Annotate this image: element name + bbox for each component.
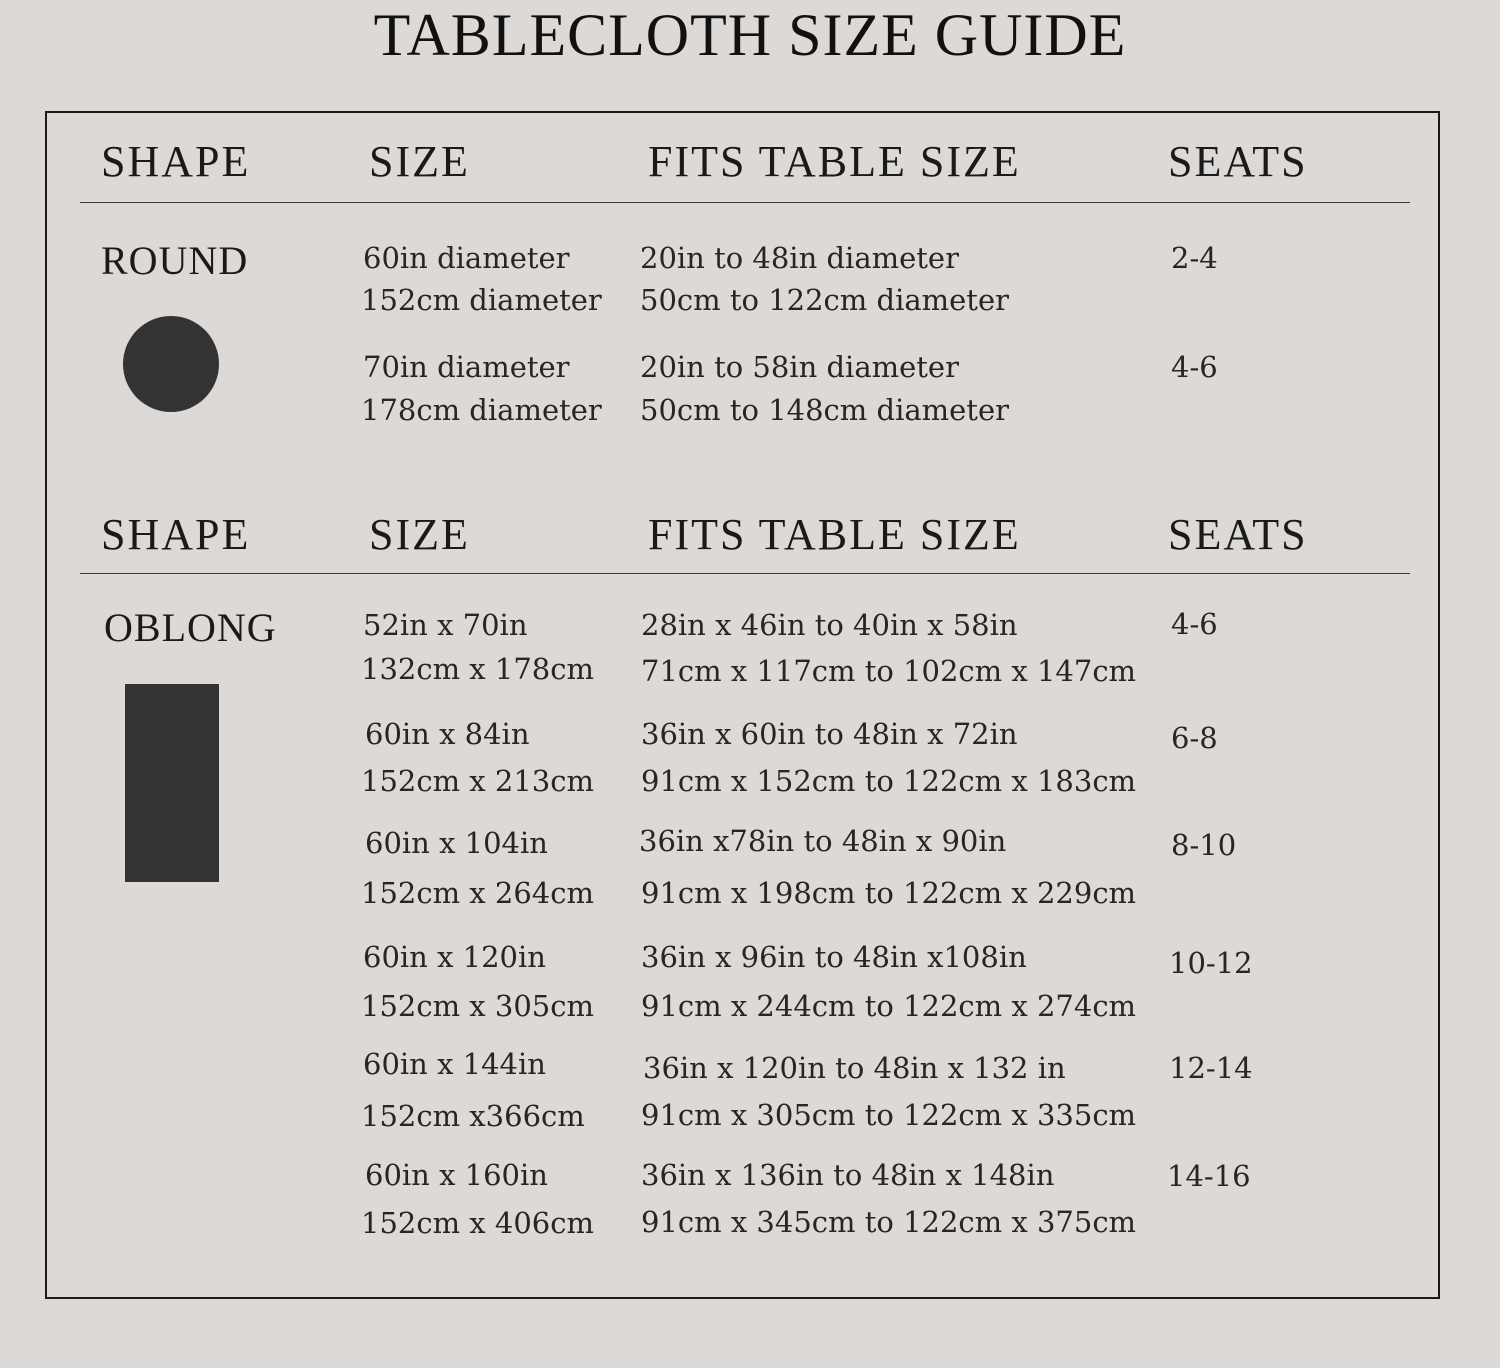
oblong-fits-cm: 91cm x 198cm to 122cm x 229cm [641, 876, 1137, 910]
header-shape: SHAPE [101, 137, 251, 186]
round-size-in: 70in diameter [363, 350, 570, 384]
header-fits: FITS TABLE SIZE [648, 510, 1021, 559]
oblong-fits-in: 36in x 96in to 48in x108in [641, 940, 1027, 974]
round-seats: 2-4 [1171, 241, 1218, 275]
header-seats: SEATS [1168, 510, 1308, 559]
page-title: TABLECLOTH SIZE GUIDE [373, 2, 1127, 68]
oblong-size-cm: 152cm x 305cm [361, 989, 594, 1023]
oblong-size-in: 60in x 160in [365, 1158, 548, 1192]
header-divider [80, 202, 1410, 203]
oblong-seats: 10-12 [1169, 946, 1253, 980]
oblong-fits-in: 36in x 120in to 48in x 132 in [643, 1051, 1066, 1085]
round-fits-in: 20in to 48in diameter [640, 241, 959, 275]
shape-label-oblong: OBLONG [104, 605, 277, 650]
round-table-icon [123, 316, 219, 412]
round-seats: 4-6 [1171, 350, 1218, 384]
oblong-fits-in: 36in x 60in to 48in x 72in [641, 717, 1018, 751]
oblong-size-cm: 132cm x 178cm [361, 652, 594, 686]
header-size: SIZE [369, 137, 470, 186]
header-fits: FITS TABLE SIZE [648, 137, 1021, 186]
oblong-size-cm: 152cm x 213cm [361, 764, 594, 798]
oblong-size-cm: 152cm x 264cm [361, 876, 594, 910]
header-shape: SHAPE [101, 510, 251, 559]
oblong-fits-cm: 91cm x 244cm to 122cm x 274cm [641, 989, 1137, 1023]
header-divider [80, 573, 1410, 574]
oblong-fits-in: 36in x 136in to 48in x 148in [641, 1158, 1055, 1192]
oblong-fits-cm: 91cm x 345cm to 122cm x 375cm [641, 1205, 1137, 1239]
round-size-cm: 152cm diameter [361, 283, 602, 317]
round-fits-in: 20in to 58in diameter [640, 350, 959, 384]
oblong-fits-in: 28in x 46in to 40in x 58in [641, 608, 1018, 642]
shape-label-round: ROUND [101, 238, 249, 283]
oblong-size-in: 60in x 120in [363, 940, 546, 974]
oblong-seats: 12-14 [1169, 1051, 1253, 1085]
header-seats: SEATS [1168, 137, 1308, 186]
oblong-fits-cm: 91cm x 305cm to 122cm x 335cm [641, 1098, 1137, 1132]
oblong-size-in: 60in x 144in [363, 1047, 546, 1081]
oblong-fits-in: 36in x78in to 48in x 90in [639, 824, 1007, 858]
oblong-size-cm: 152cm x366cm [361, 1099, 585, 1133]
oblong-seats: 6-8 [1171, 721, 1218, 755]
oblong-size-in: 60in x 104in [365, 826, 548, 860]
round-fits-cm: 50cm to 122cm diameter [640, 283, 1009, 317]
oblong-fits-cm: 71cm x 117cm to 102cm x 147cm [641, 654, 1137, 688]
oblong-seats: 4-6 [1171, 607, 1218, 641]
oblong-size-in: 52in x 70in [363, 608, 528, 642]
oblong-table-icon [125, 684, 219, 882]
oblong-seats: 14-16 [1167, 1159, 1251, 1193]
oblong-size-cm: 152cm x 406cm [361, 1206, 594, 1240]
header-size: SIZE [369, 510, 470, 559]
round-size-in: 60in diameter [363, 241, 570, 275]
oblong-size-in: 60in x 84in [365, 717, 530, 751]
round-size-cm: 178cm diameter [361, 393, 602, 427]
oblong-seats: 8-10 [1171, 828, 1237, 862]
round-fits-cm: 50cm to 148cm diameter [640, 393, 1009, 427]
oblong-fits-cm: 91cm x 152cm to 122cm x 183cm [641, 764, 1137, 798]
